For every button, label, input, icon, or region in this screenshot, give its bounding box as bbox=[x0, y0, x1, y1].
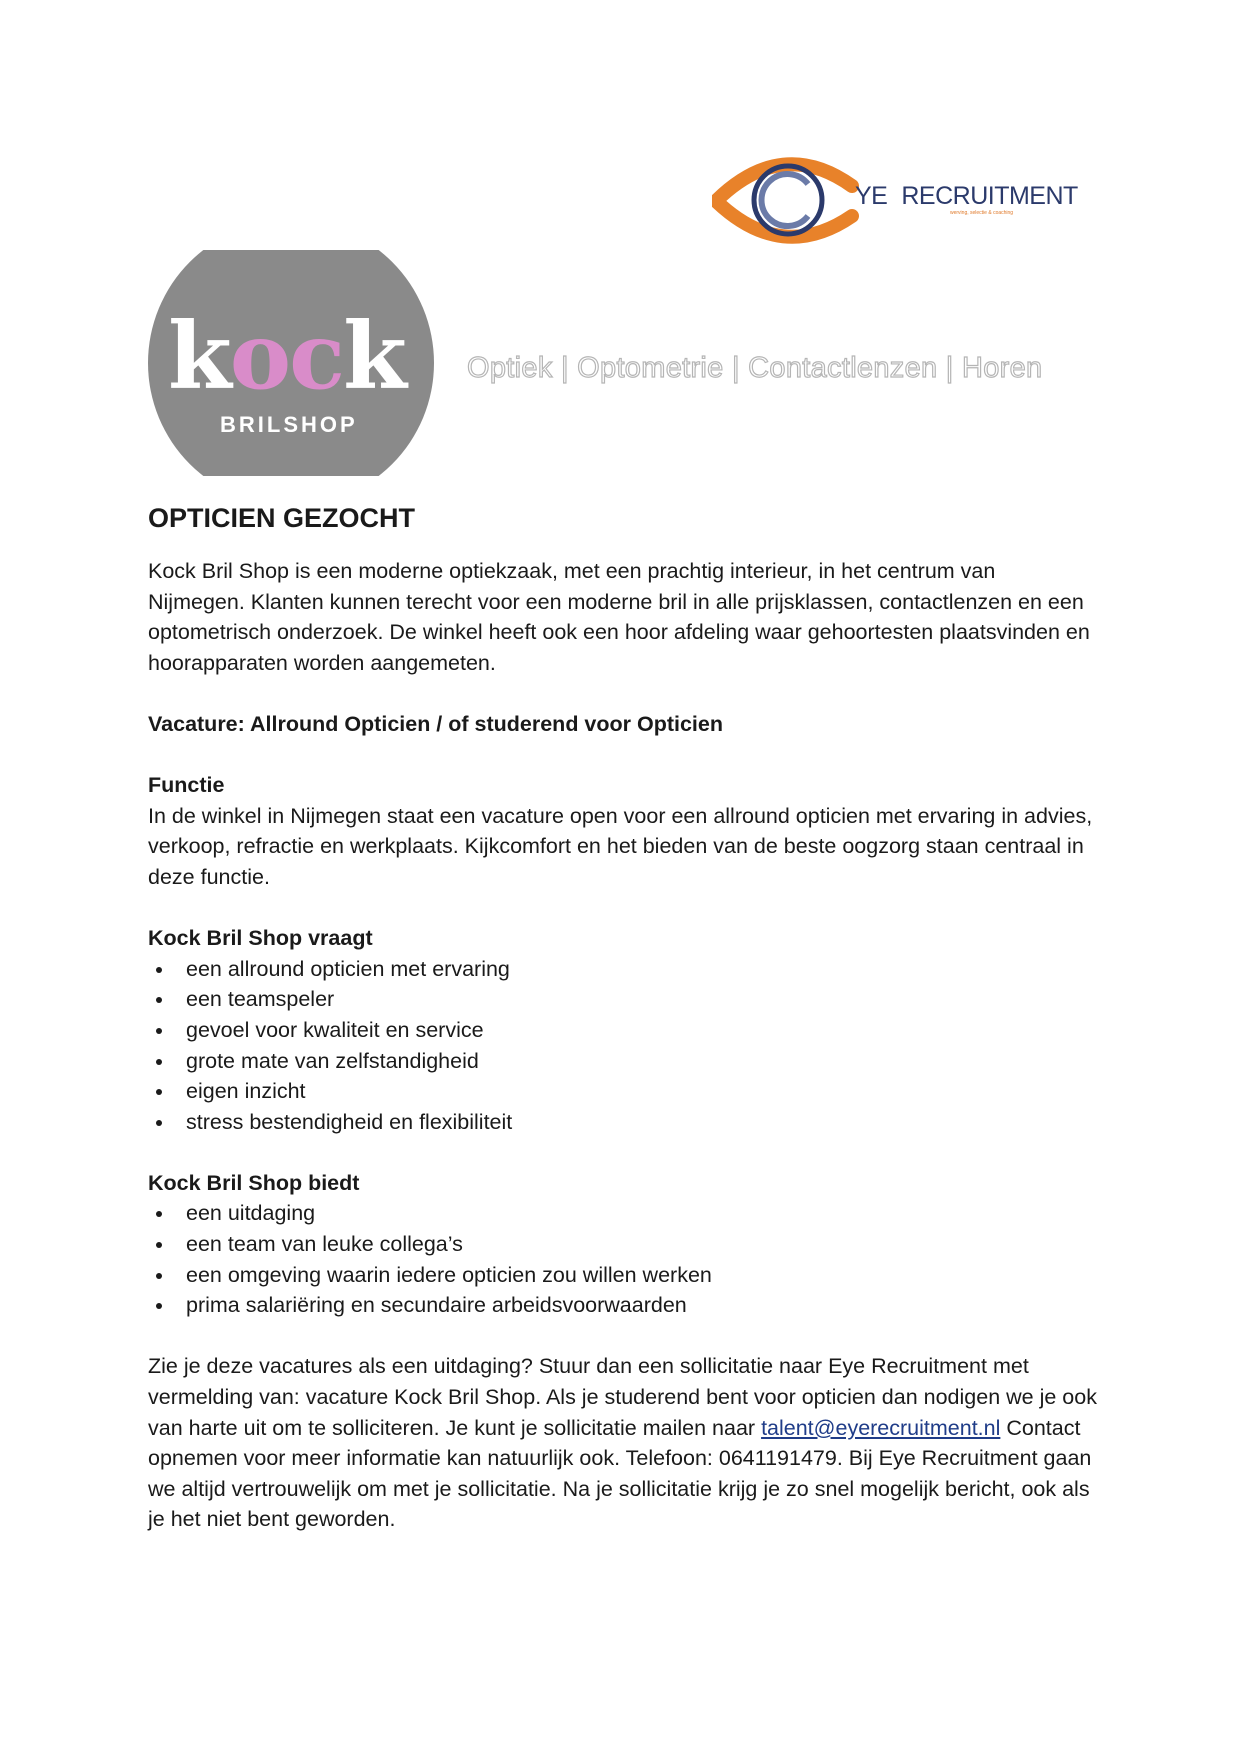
offers-list bbox=[148, 1198, 1098, 1320]
intro-paragraph: Kock Bril Shop is een moderne optiekzaak, met een prachtig interieur, in het centrum van Nijmegen. Klanten kunnen terecht voor een moderne bril in alle prijsklassen, contactlenzen en een optometrisch onderzoek. De winkel heeft ook een hoor afdeling waar gehoortesten plaatsvinden en hoorapparaten worden aangemeten. bbox=[148, 559, 1090, 675]
closing-paragraph: Zie je deze vacatures als een uitdaging? Stuur dan een sollicitatie naar Eye Recruitment met vermelding van: vacature Kock Bril Shop. Als je studerend bent voor opticien dan nodigen we je ook van harte uit om te solliciteren. Je kunt je sollicitatie mailen naar talent@eyerecruitment.nl Contact opnemen voor meer informatie kan natuurlijk ook. Telefoon: 0641191479. Bij Eye Recruitment gaan we altijd vertrouwelijk om met je sollicitatie. Na je sollicitatie krijg je zo snel mogelijk bericht, ook als je het niet bent geworden. bbox=[148, 1354, 1097, 1532]
list-item: een allround opticien met ervaring bbox=[148, 954, 1098, 985]
eye-logo-tagline: werving, selectie & coaching bbox=[950, 210, 1014, 216]
services-tagline: Optiek | Optometrie | Contactlenzen | Horen bbox=[467, 352, 1043, 384]
kock-logo-subtitle: BRILSHOP bbox=[220, 412, 358, 437]
function-heading: Functie bbox=[148, 773, 225, 798]
offers-heading: Kock Bril Shop biedt bbox=[148, 1170, 360, 1195]
eye-logo-text: YE RECRUITMENT bbox=[855, 182, 1078, 210]
list-item: een team van leuke collega’s bbox=[148, 1229, 1098, 1260]
asks-heading: Kock Bril Shop vraagt bbox=[148, 926, 373, 951]
list-item: gevoel voor kwaliteit en service bbox=[148, 1015, 1098, 1046]
eye-logo-icon bbox=[712, 146, 862, 252]
eye-recruitment-logo bbox=[712, 146, 1078, 252]
function-text: In de winkel in Nijmegen staat een vacature open voor een allround opticien met ervaring in advies, verkoop, refractie en werkplaats. Kijkcomfort en het bieden van de beste oogzorg staan centraal in deze functie. bbox=[148, 803, 1093, 889]
list-item: prima salariëring en secundaire arbeidsvoorwaarden bbox=[148, 1290, 1098, 1321]
list-item: grote mate van zelfstandigheid bbox=[148, 1046, 1098, 1077]
list-item: stress bestendigheid en flexibiliteit bbox=[148, 1107, 1098, 1138]
kock-logo-word: kock bbox=[168, 302, 405, 410]
vacancy-heading: Vacature: Allround Opticien / of studerend voor Opticien bbox=[148, 711, 723, 736]
asks-list bbox=[148, 954, 1098, 1138]
list-item: een uitdaging bbox=[148, 1198, 1098, 1229]
kock-brilshop-logo bbox=[148, 250, 434, 476]
email-link[interactable]: talent@eyerecruitment.nl bbox=[761, 1415, 1001, 1440]
list-item: eigen inzicht bbox=[148, 1076, 1098, 1107]
document-body bbox=[148, 500, 1098, 1535]
page-title: OPTICIEN GEZOCHT bbox=[148, 503, 416, 533]
list-item: een omgeving waarin iedere opticien zou willen werken bbox=[148, 1260, 1098, 1291]
list-item: een teamspeler bbox=[148, 984, 1098, 1015]
